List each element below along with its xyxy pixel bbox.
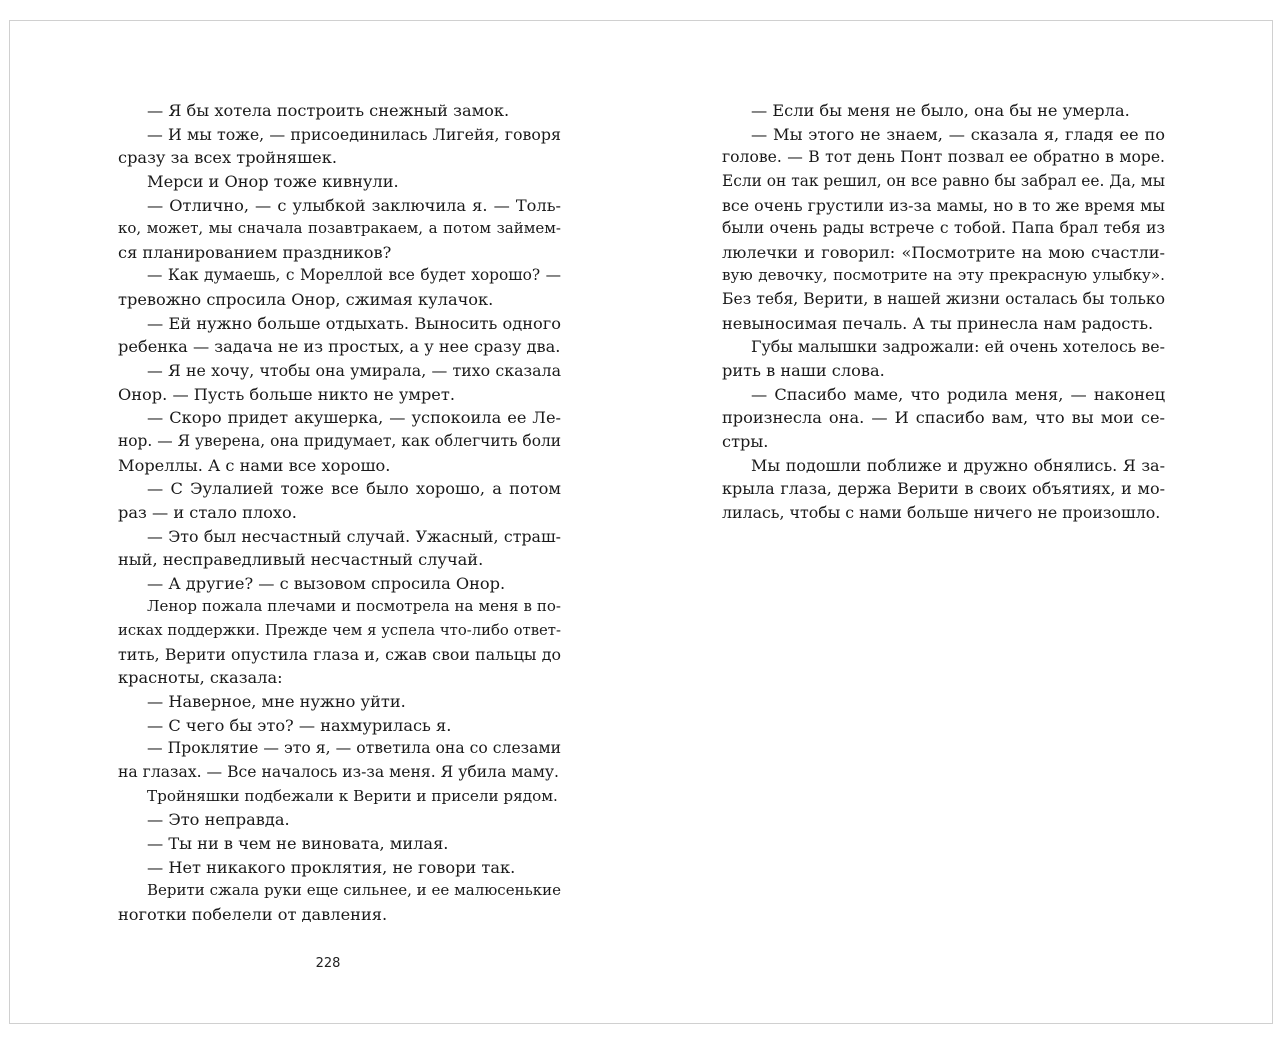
text-line: люлечки и говорил: «Посмотрите на мою счастли- bbox=[722, 242, 1165, 262]
text-line: на глазах. — Все началось из-за меня. Я убила маму. bbox=[118, 762, 560, 781]
text-line: — Нет никакого проклятия, не говори так. bbox=[147, 857, 516, 877]
text-line: — С Эулалией тоже все было хорошо, а потом bbox=[147, 479, 561, 499]
text-line: Тройняшки подбежали к Верити и присели рядом. bbox=[147, 786, 558, 805]
text-line: — Наверное, мне нужно уйти. bbox=[147, 692, 406, 712]
text-line: Онор. — Пусть больше никто не умрет. bbox=[118, 384, 455, 404]
text-line: — А другие? — с вызовом спросила Онор. bbox=[147, 573, 506, 593]
text-line: тить, Верити опустила глаза и, сжав свои пальцы до bbox=[118, 644, 561, 664]
text-line: стры. bbox=[722, 431, 769, 451]
text-line: были очень рады встрече с тобой. Папа брал тебя из bbox=[722, 219, 1165, 238]
left-page-text bbox=[118, 99, 561, 926]
text-line: Мореллы. А с нами все хорошо. bbox=[118, 455, 391, 475]
text-line: Если он так решил, он все равно бы забрал ее. Да, мы bbox=[722, 171, 1165, 190]
text-line: — Я не хочу, чтобы она умирала, — тихо сказала bbox=[147, 361, 561, 381]
text-line: — Это неправда. bbox=[147, 810, 290, 830]
text-line: Мерси и Онор тоже кивнули. bbox=[147, 171, 399, 191]
text-line: ноготки побелели от давления. bbox=[118, 904, 388, 924]
text-line: Мы подошли поближе и дружно обнялись. Я за- bbox=[751, 455, 1165, 475]
text-line: голове. — В тот день Понт позвал ее обратно в море. bbox=[722, 148, 1165, 167]
text-line: сразу за всех тройняшек. bbox=[118, 148, 337, 168]
text-line: — С чего бы это? — нахмурилась я. bbox=[147, 715, 452, 735]
text-line: Губы малышки задрожали: ей очень хотелось ве- bbox=[751, 337, 1165, 357]
text-line: крыла глаза, держа Верити в своих объятиях, и мо- bbox=[722, 479, 1165, 499]
text-line: — Как думаешь, с Мореллой все будет хорошо? — bbox=[147, 266, 561, 285]
text-line: все очень грустили из-за мамы, но в то же время мы bbox=[722, 195, 1165, 215]
page-number: 228 bbox=[315, 956, 341, 971]
text-line: Верити сжала руки еще сильнее, и ее малюсенькие bbox=[147, 881, 561, 900]
text-line: ный, несправедливый несчастный случай. bbox=[118, 550, 484, 570]
text-line: — Мы этого не знаем, — сказала я, гладя ее по bbox=[751, 124, 1165, 144]
text-line: — Я бы хотела построить снежный замок. bbox=[147, 101, 510, 120]
text-line: исках поддержки. Прежде чем я успела что-либо ответ- bbox=[118, 622, 561, 640]
text-line: тревожно спросила Онор, сжимая кулачок. bbox=[118, 290, 494, 310]
text-line: — Ты ни в чем не виновата, милая. bbox=[147, 833, 449, 853]
text-line: — Если бы меня не было, она бы не умерла. bbox=[751, 101, 1130, 120]
text-line: невыносимая печаль. А ты принесла нам радость. bbox=[722, 313, 1154, 333]
text-line: Без тебя, Верити, в нашей жизни осталась бы только bbox=[722, 290, 1165, 309]
text-line: красноты, сказала: bbox=[118, 668, 283, 688]
text-line: — Спасибо маме, что родила меня, — наконец bbox=[751, 384, 1165, 404]
text-line: — Ей нужно больше отдыхать. Выносить одного bbox=[147, 313, 561, 333]
text-line: — Это был несчастный случай. Ужасный, страш- bbox=[147, 526, 561, 546]
text-line: — Отлично, — с улыбкой заключила я. — Толь- bbox=[147, 195, 561, 215]
text-line: — Скоро придет акушерка, — успокоила ее Ле- bbox=[147, 408, 561, 428]
text-line: произнесла она. — И спасибо вам, что вы мои се- bbox=[722, 408, 1165, 428]
right-page-text bbox=[722, 99, 1165, 525]
text-line: вую девочку, посмотрите на эту прекрасную улыбку». bbox=[722, 266, 1165, 285]
text-line: нор. — Я уверена, она придумает, как облегчить боли bbox=[118, 431, 561, 450]
text-line: Ленор пожала плечами и посмотрела на меня в по- bbox=[147, 597, 561, 616]
text-line: ся планированием праздников? bbox=[118, 242, 392, 262]
text-line: ко, может, мы сначала позавтракаем, а потом займем- bbox=[118, 219, 561, 238]
text-line: лилась, чтобы с нами больше ничего не произошло. bbox=[722, 502, 1161, 522]
text-line: — И мы тоже, — присоединилась Лигейя, говоря bbox=[147, 124, 561, 144]
text-line: рить в наши слова. bbox=[722, 361, 885, 381]
text-line: ребенка — задача не из простых, а у нее сразу два. bbox=[118, 337, 561, 357]
text-line: раз — и стало плохо. bbox=[118, 502, 297, 522]
text-line: — Проклятие — это я, — ответила она со слезами bbox=[147, 739, 561, 758]
